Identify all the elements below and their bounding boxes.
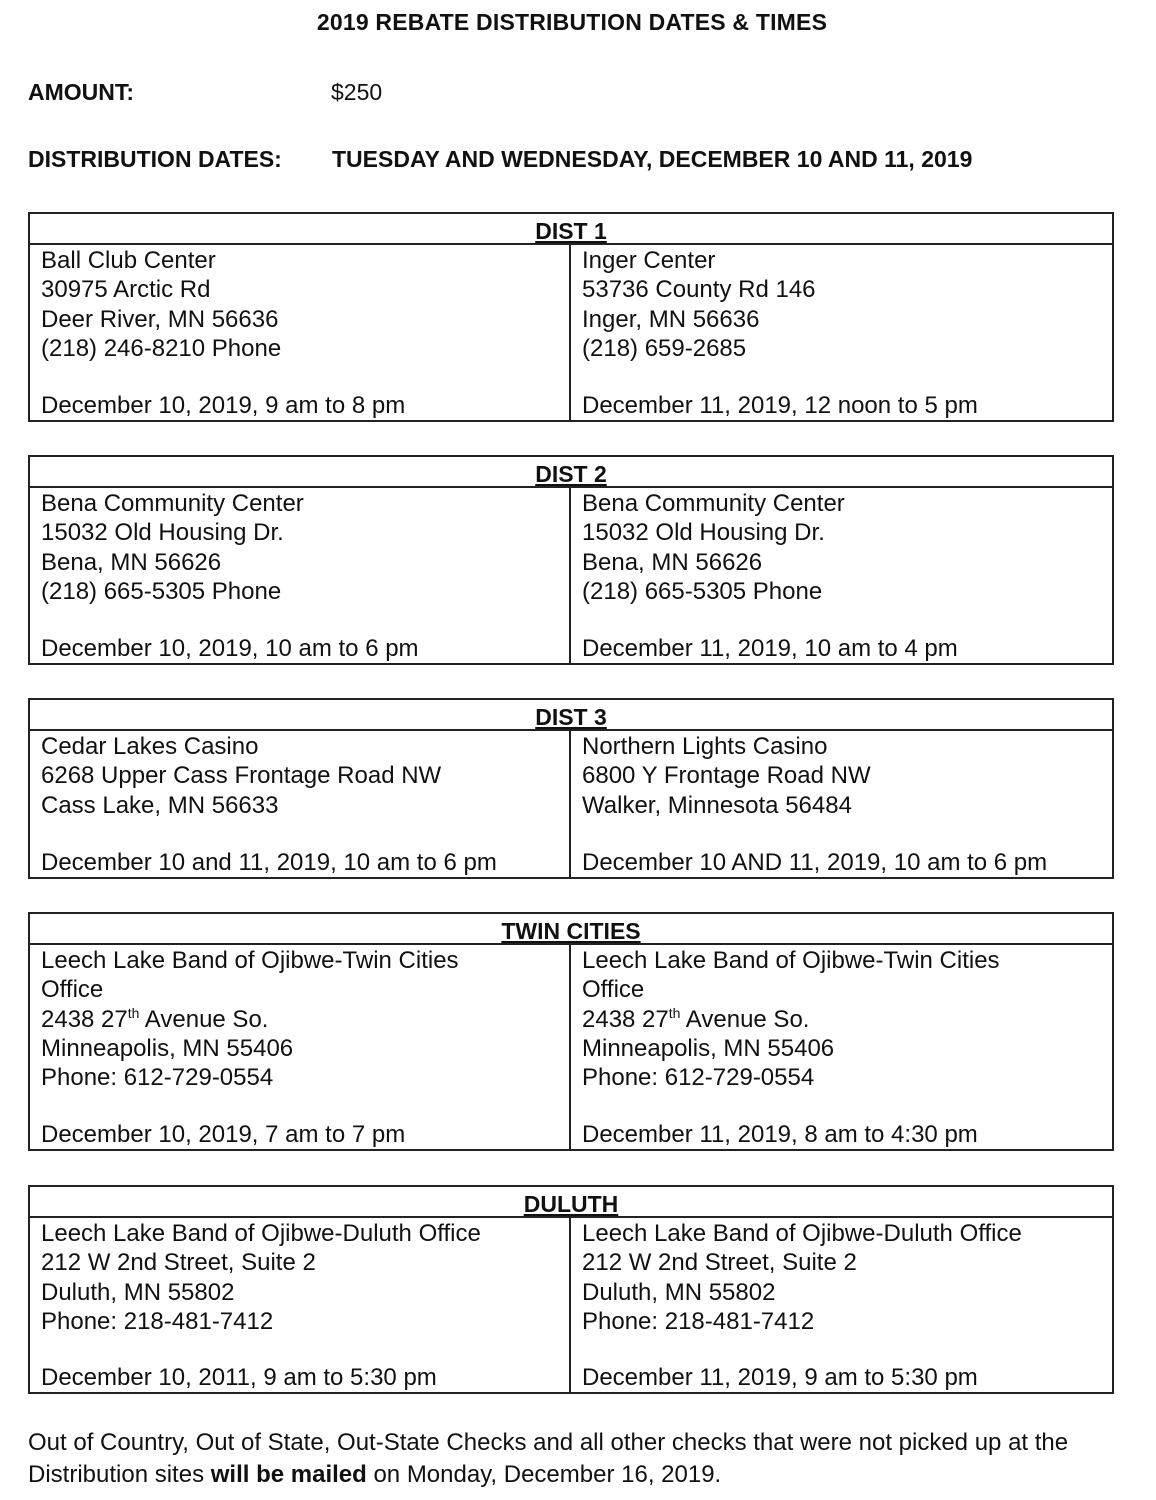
location-right — [571, 488, 1112, 663]
location-street: 53736 County Rd 146 — [582, 276, 816, 304]
location-phone: (218) 665-5305 Phone — [582, 577, 823, 605]
location-right — [571, 245, 1112, 420]
dates-value: TUESDAY AND WEDNESDAY, DECEMBER 10 AND 11, 2019 — [332, 146, 973, 172]
location-name: Leech Lake Band of Ojibwe-Twin Cities — [41, 947, 459, 974]
location-name-cont: Office — [582, 976, 645, 1004]
location-city: Inger, MN 56636 — [582, 305, 760, 333]
location-left — [30, 488, 571, 663]
location-time: December 10 AND 11, 2019, 10 am to 6 pm — [582, 848, 1048, 876]
district-block-duluth — [28, 1185, 1114, 1394]
location-left — [30, 945, 571, 1149]
location-time: December 10, 2019, 7 am to 7 pm — [41, 1120, 406, 1148]
location-city: Duluth, MN 55802 — [582, 1278, 776, 1306]
location-phone: Phone: 218-481-7412 — [582, 1307, 815, 1335]
location-right — [571, 1218, 1112, 1392]
district-block-1 — [28, 212, 1114, 422]
location-time: December 10 and 11, 2019, 10 am to 6 pm — [41, 848, 497, 876]
location-time: December 11, 2019, 8 am to 4:30 pm — [582, 1120, 978, 1148]
location-time: December 10, 2019, 9 am to 8 pm — [41, 391, 406, 419]
district-header: DIST 1 — [30, 214, 1112, 245]
location-city: Cass Lake, MN 56633 — [41, 791, 279, 819]
location-name: Leech Lake Band of Ojibwe-Twin Cities — [582, 947, 1000, 974]
location-phone: (218) 659-2685 — [582, 334, 747, 362]
location-phone: Phone: 612-729-0554 — [41, 1064, 274, 1092]
location-phone: (218) 665-5305 Phone — [41, 577, 282, 605]
location-name-cont: Office — [41, 976, 104, 1004]
location-phone: Phone: 218-481-7412 — [41, 1307, 274, 1335]
district-block-3 — [28, 698, 1114, 879]
location-time: December 11, 2019, 12 noon to 5 pm — [582, 391, 978, 419]
location-city: Bena, MN 56626 — [41, 548, 222, 576]
location-city: Bena, MN 56626 — [582, 548, 763, 576]
location-street: 15032 Old Housing Dr. — [41, 519, 284, 547]
location-phone: (218) 246-8210 Phone — [41, 334, 282, 362]
mailing-notice: Out of Country, Out of State, Out-State Checks and all other checks that were not picked up at the Distribution sites will be mailed on Monday, December 16, 2019. — [28, 1429, 1069, 1488]
location-left — [30, 731, 571, 877]
location-phone: Phone: 612-729-0554 — [582, 1064, 815, 1092]
page-title: 2019 REBATE DISTRIBUTION DATES & TIMES — [316, 9, 828, 35]
district-header: TWIN CITIES — [30, 914, 1112, 945]
location-name: Inger Center — [582, 247, 716, 274]
location-name: Bena Community Center — [582, 490, 845, 517]
location-name: Leech Lake Band of Ojibwe-Duluth Office — [582, 1220, 1022, 1247]
location-street: 212 W 2nd Street, Suite 2 — [582, 1249, 857, 1277]
location-name: Cedar Lakes Casino — [41, 733, 259, 760]
amount-label: AMOUNT: — [28, 79, 135, 105]
location-street: 212 W 2nd Street, Suite 2 — [41, 1249, 316, 1277]
location-time: December 10, 2011, 9 am to 5:30 pm — [41, 1363, 437, 1391]
location-city: Duluth, MN 55802 — [41, 1278, 235, 1306]
location-city: Minneapolis, MN 55406 — [582, 1034, 835, 1062]
location-city: Deer River, MN 56636 — [41, 305, 279, 333]
location-right — [571, 945, 1112, 1149]
location-city: Walker, Minnesota 56484 — [582, 791, 852, 819]
location-street: 15032 Old Housing Dr. — [582, 519, 825, 547]
location-name: Leech Lake Band of Ojibwe-Duluth Office — [41, 1220, 481, 1247]
district-header: DIST 3 — [30, 700, 1112, 731]
location-time: December 10, 2019, 10 am to 6 pm — [41, 634, 419, 662]
location-right — [571, 731, 1112, 877]
location-street: 2438 27th Avenue So. — [582, 1004, 810, 1033]
location-street: 2438 27th Avenue So. — [41, 1004, 269, 1033]
location-name: Northern Lights Casino — [582, 733, 828, 760]
district-block-twin-cities — [28, 912, 1114, 1151]
location-left — [30, 1218, 571, 1392]
amount-value: $250 — [331, 79, 383, 105]
location-time: December 11, 2019, 9 am to 5:30 pm — [582, 1363, 978, 1391]
location-street: 6268 Upper Cass Frontage Road NW — [41, 762, 442, 790]
location-name: Bena Community Center — [41, 490, 304, 517]
location-time: December 11, 2019, 10 am to 4 pm — [582, 634, 958, 662]
location-left — [30, 245, 571, 420]
location-name: Ball Club Center — [41, 247, 216, 274]
location-street: 30975 Arctic Rd — [41, 276, 211, 304]
district-header: DULUTH — [30, 1187, 1112, 1218]
dates-label: DISTRIBUTION DATES: — [28, 146, 282, 172]
district-header: DIST 2 — [30, 457, 1112, 488]
location-street: 6800 Y Frontage Road NW — [582, 762, 871, 790]
district-block-2 — [28, 455, 1114, 665]
location-city: Minneapolis, MN 55406 — [41, 1034, 294, 1062]
